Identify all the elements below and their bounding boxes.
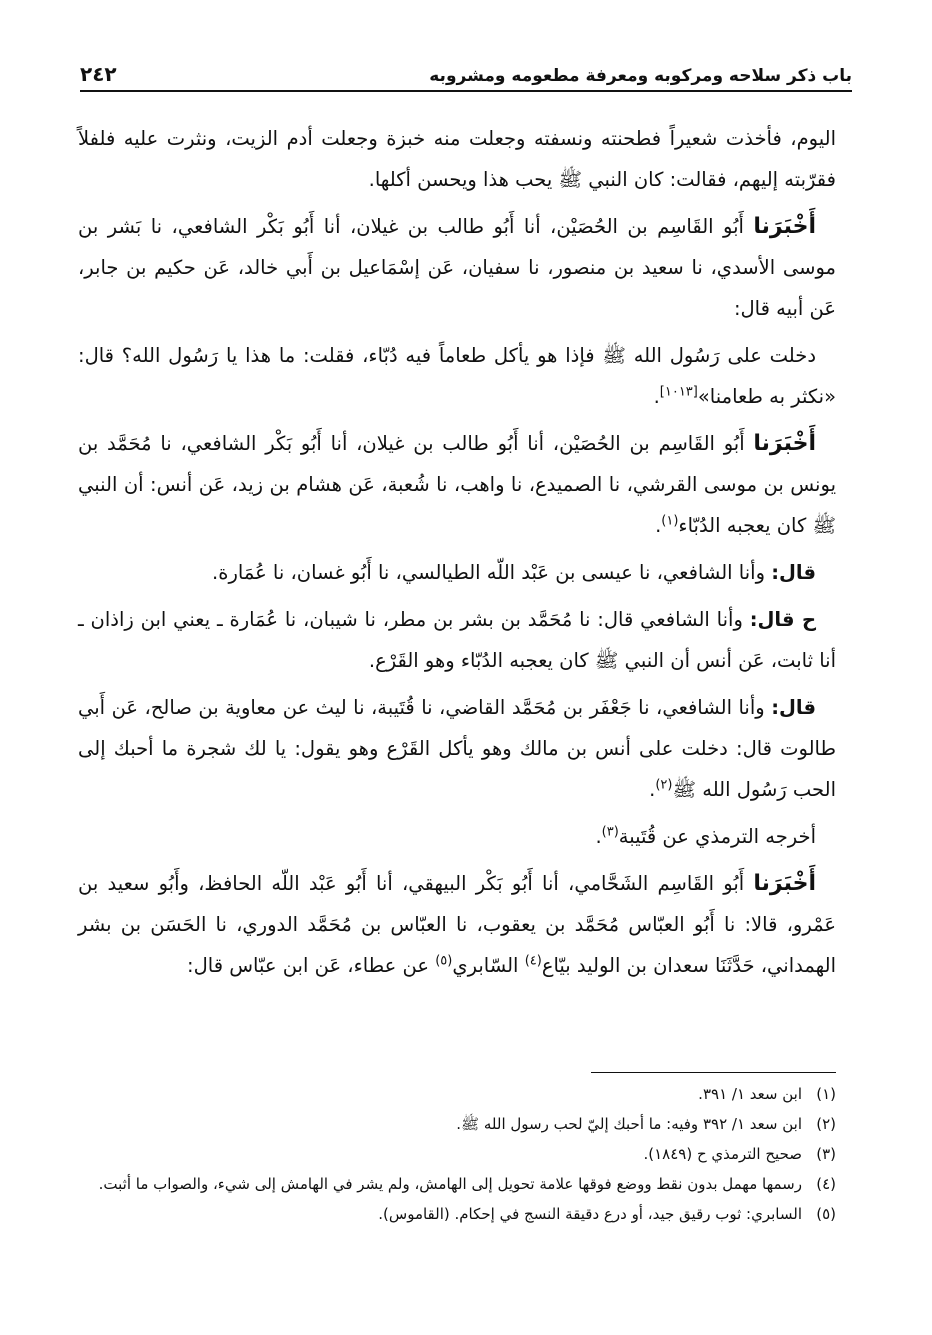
footnote xyxy=(78,1201,836,1228)
main-text xyxy=(78,118,836,992)
hadith-number: [١٠١٣] xyxy=(659,384,698,400)
paragraph: قال: وأنا الشافعي، نا جَعْفَر بن مُحَمَّد القاضي، نا قُتَيبة، نا ليث عن معاوية بن صالح، عَن أَبي طالوت قال: دخلت على أنس بن مالك وهو يأكل القَرْع وهو يقول: يا لك شجرة ما أحبك إلى الحب رَسُول الله ﷺ$^{(٢)}$. xyxy=(78,696,836,801)
isnad-lead: أَخْبَرَنا xyxy=(753,431,816,456)
footnote-text: ابن سعد ١/ ٣٩١. xyxy=(698,1085,802,1103)
page-header xyxy=(80,52,852,92)
footnote-ref: (١) xyxy=(661,513,679,529)
footnote-ref: (٣) xyxy=(601,824,619,840)
footnote-text: ابن سعد ١/ ٣٩٢ وفيه: ما أحبك إليّ لحب رسول الله ﷺ. xyxy=(456,1115,802,1133)
paragraph: أَخْبَرَنا أَبُو القَاسِم الشَحَّامي، أنا أَبُو بَكْر البيهقي، أنا أَبُو عَبْد اللّه الحافظ، وأَبُو سعيد بن عَمْرو، قالا: نا أَبُو العبّاس مُحَمَّد بن يعقوب، نا العبّاس بن مُحَمَّد الدوري، نا الحَسَن بن بشر الهمداني، حَدَّثَنَا سعدان بن الوليد بيّاع$^{(٤)}$ السّابري$^{(٥)}$ عن عطاء، عَن ابن عبّاس قال: xyxy=(78,871,836,977)
footnote xyxy=(78,1171,836,1198)
footnote-divider xyxy=(591,1072,836,1073)
footnotes xyxy=(78,1072,836,1231)
isnad-lead: قال: xyxy=(771,561,816,584)
footnote xyxy=(78,1081,836,1108)
footnote-number: (٤) xyxy=(816,1175,836,1193)
isnad-lead: أَخْبَرَنا xyxy=(753,214,816,239)
footnote-number: (١) xyxy=(816,1085,836,1103)
footnote-number: (٥) xyxy=(816,1205,836,1223)
running-title: باب ذكر سلاحه ومركوبه ومعرفة مطعومه ومشروبه xyxy=(429,66,852,86)
footnote-text: السابري: ثوب رقيق جيد، أو درع دقيقة النسج في إحكام. (القاموس). xyxy=(378,1205,802,1223)
footnote-ref: (٤) xyxy=(524,953,542,969)
footnote xyxy=(78,1111,836,1138)
paragraph: قال: وأنا الشافعي، نا عيسى بن عَبْد اللّه الطيالسي، نا أَبُو غسان، نا عُمَارة. xyxy=(212,561,816,584)
footnote xyxy=(78,1141,836,1168)
paragraph: دخلت على رَسُول الله ﷺ فإذا هو يأكل طعاماً فيه دُبّاء، فقلت: ما هذا يا رَسُول الله؟ قال: «نكثر به طعامنا»[١٠١٣]. xyxy=(78,344,836,408)
isnad-lead: أَخْبَرَنا xyxy=(753,871,816,896)
footnote-text: رسمها مهمل بدون نقط ووضع فوقها علامة تحويل إلى الهامش، ولم يشر في الهامش إلى شيء، والصواب ما أثبت. xyxy=(98,1175,802,1193)
paragraph: أَخْبَرَنا أَبُو القَاسِم بن الحُصَيْن، أنا أَبُو طالب بن غيلان، أنا أَبُو بَكْر الشافعي، نا مُحَمَّد بن يونس بن موسى القرشي، نا الصميدع، نا واهب، نا شُعبة، عَن هشام بن زيد، عَن أنس: أن النبي ﷺ كان يعجبه الدُبّاء$^{(١)}$. xyxy=(78,431,836,537)
footnote-number: (٣) xyxy=(816,1145,836,1163)
paragraph: ح قال: وأنا الشافعي قال: نا مُحَمَّد بن بشر بن مطر، نا شيبان، نا عُمَارة ـ يعني ابن زاذان ـ أنا ثابت، عَن أنس أن النبي ﷺ كان يعجبه الدُبّاء وهو القَرْع. xyxy=(78,608,836,672)
isnad-lead: ح قال: xyxy=(749,608,816,631)
page-number: ٢٤٢ xyxy=(80,62,117,86)
paragraph: أَخْبَرَنا أَبُو القَاسِم بن الحُصَيْن، أنا أَبُو طالب بن غيلان، أنا أَبُو بَكْر الشافعي، نا بَشر بن موسى الأسدي، نا سعيد بن منصور، نا سفيان، عَن إسْمَاعيل بن أَبي خالد، عَن حكيم بن جابر، عَن أبيه قال: xyxy=(78,214,836,320)
isnad-lead: قال: xyxy=(771,696,816,719)
paragraph: اليوم، فأخذت شعيراً فطحنته ونسفته وجعلت منه خبزة وجعلت أدم الزيت، ونثرت عليه فلفلاً فقرّبته إليهم، فقالت: كان النبي ﷺ يحب هذا ويحسن أكلها. xyxy=(78,127,836,191)
paragraph: أخرجه الترمذي عن قُتَيبة$^{(٣)}$. xyxy=(595,824,816,848)
footnote-ref: (٥) xyxy=(435,953,453,969)
footnote-number: (٢) xyxy=(816,1115,836,1133)
footnote-text: صحيح الترمذي ح (١٨٤٩). xyxy=(643,1145,802,1163)
footnote-ref: (٢) xyxy=(655,777,673,793)
